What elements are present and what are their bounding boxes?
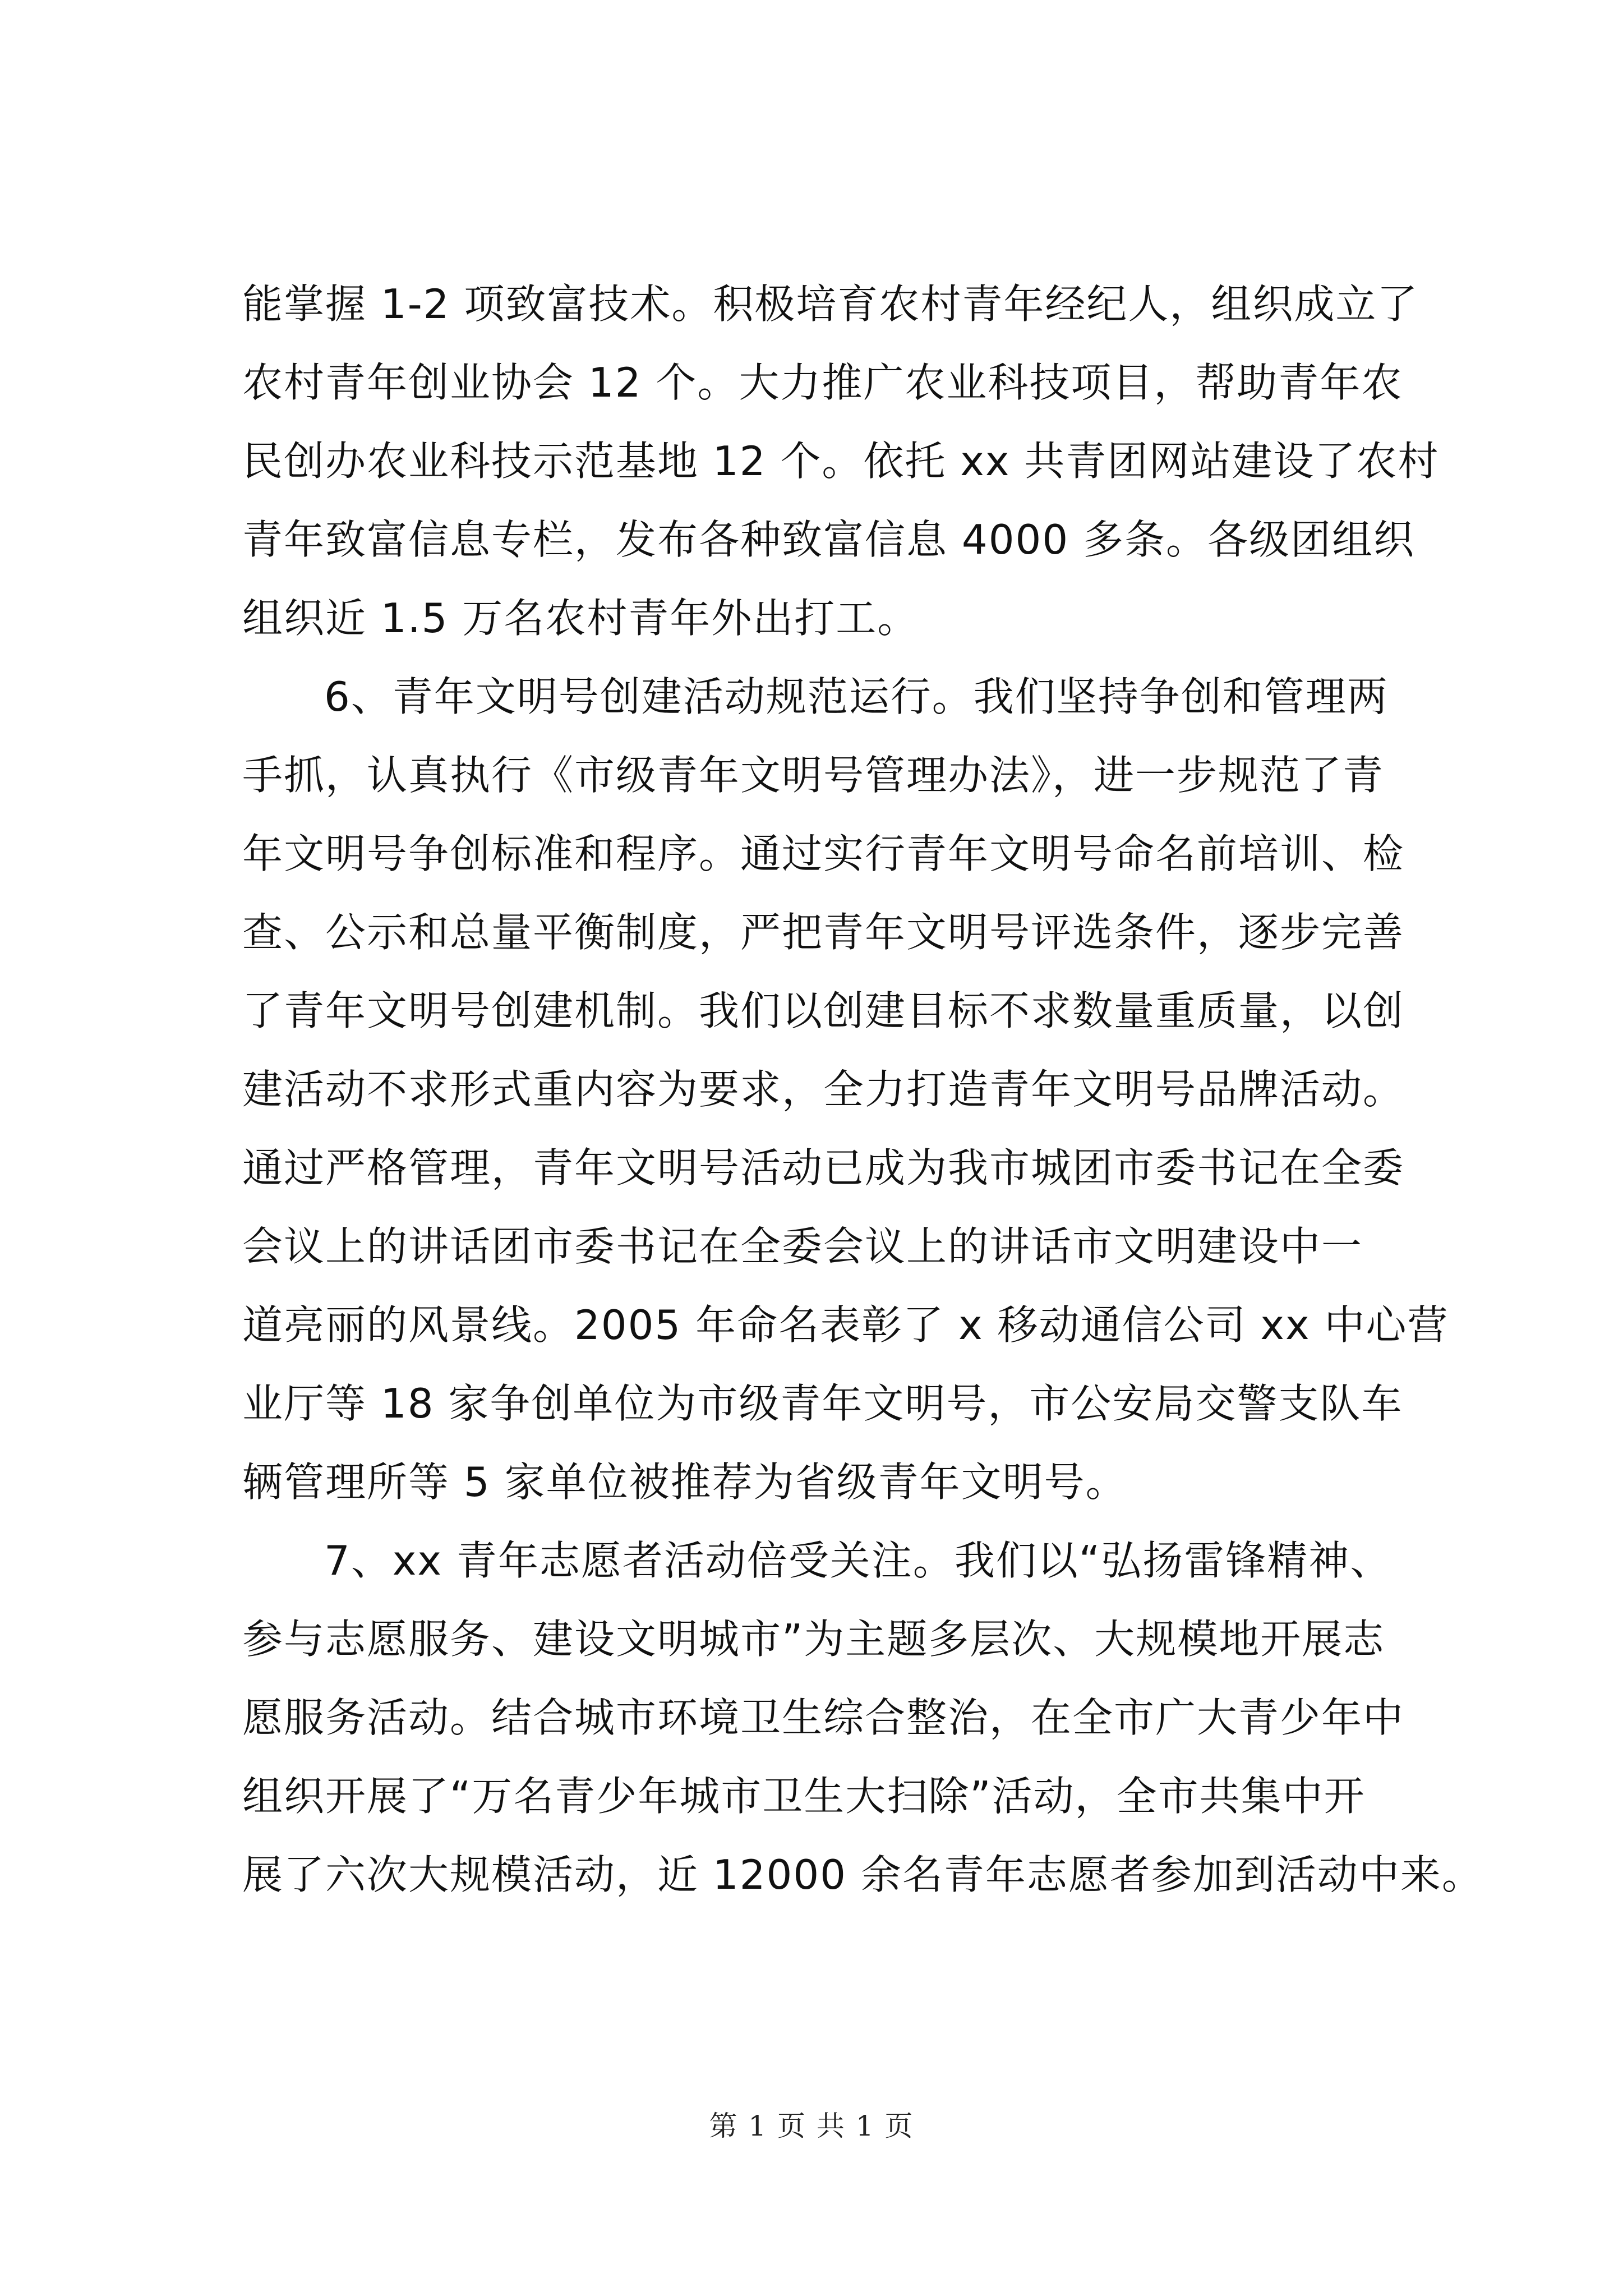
text-line: 手抓，认真执行《市级青年文明号管理办法》，进一步规范了青	[242, 752, 1385, 799]
text-line: 愿服务活动。结合城市环境卫生综合整治，在全市广大青少年中	[242, 1694, 1405, 1741]
text-line: 辆管理所等 5 家单位被推荐为省级青年文明号。	[242, 1458, 1127, 1506]
text-line: 道亮丽的风景线。2005 年命名表彰了 x 移动通信公司 xx 中心营	[242, 1301, 1449, 1349]
text-line: 组织开展了“万名青少年城市卫生大扫除”活动，全市共集中开	[242, 1773, 1366, 1820]
paragraph-start-line: 6、青年文明号创建活动规范运行。我们坚持争创和管理两	[324, 673, 1389, 720]
document-body	[242, 265, 1483, 1914]
text-line: 查、公示和总量平衡制度，严把青年文明号评选条件，逐步完善	[242, 909, 1405, 956]
page-number-footer: 第 1 页 共 1 页	[709, 2110, 914, 2142]
text-line: 会议上的讲话团市委书记在全委会议上的讲话市文明建设中一	[242, 1223, 1363, 1270]
text-line: 能掌握 1-2 项致富技术。积极培育农村青年经纪人，组织成立了	[242, 280, 1419, 328]
text-line: 青年致富信息专栏，发布各种致富信息 4000 多条。各级团组织	[242, 516, 1415, 563]
text-line: 农村青年创业协会 12 个。大力推广农业科技项目，帮助青年农	[242, 359, 1403, 406]
text-line: 组织近 1.5 万名农村青年外出打工。	[242, 595, 919, 642]
text-line: 民创办农业科技示范基地 12 个。依托 xx 共青团网站建设了农村	[242, 438, 1440, 485]
text-line: 年文明号争创标准和程序。通过实行青年文明号命名前培训、检	[242, 830, 1405, 877]
text-line: 参与志愿服务、建设文明城市”为主题多层次、大规模地开展志	[242, 1616, 1385, 1663]
text-line: 业厅等 18 家争创单位为市级青年文明号，市公安局交警支队车	[242, 1380, 1403, 1427]
paragraph-start-line: 7、xx 青年志愿者活动倍受关注。我们以“弘扬雷锋精神、	[324, 1537, 1392, 1584]
text-line: 通过严格管理，青年文明号活动已成为我市城团市委书记在全委	[242, 1144, 1405, 1191]
text-line: 了青年文明号创建机制。我们以创建目标不求数量重质量，以创	[242, 987, 1405, 1034]
text-line: 展了六次大规模活动，近 12000 余名青年志愿者参加到活动中来。	[242, 1851, 1483, 1898]
text-line: 建活动不求形式重内容为要求，全力打造青年文明号品牌活动。	[242, 1066, 1405, 1113]
